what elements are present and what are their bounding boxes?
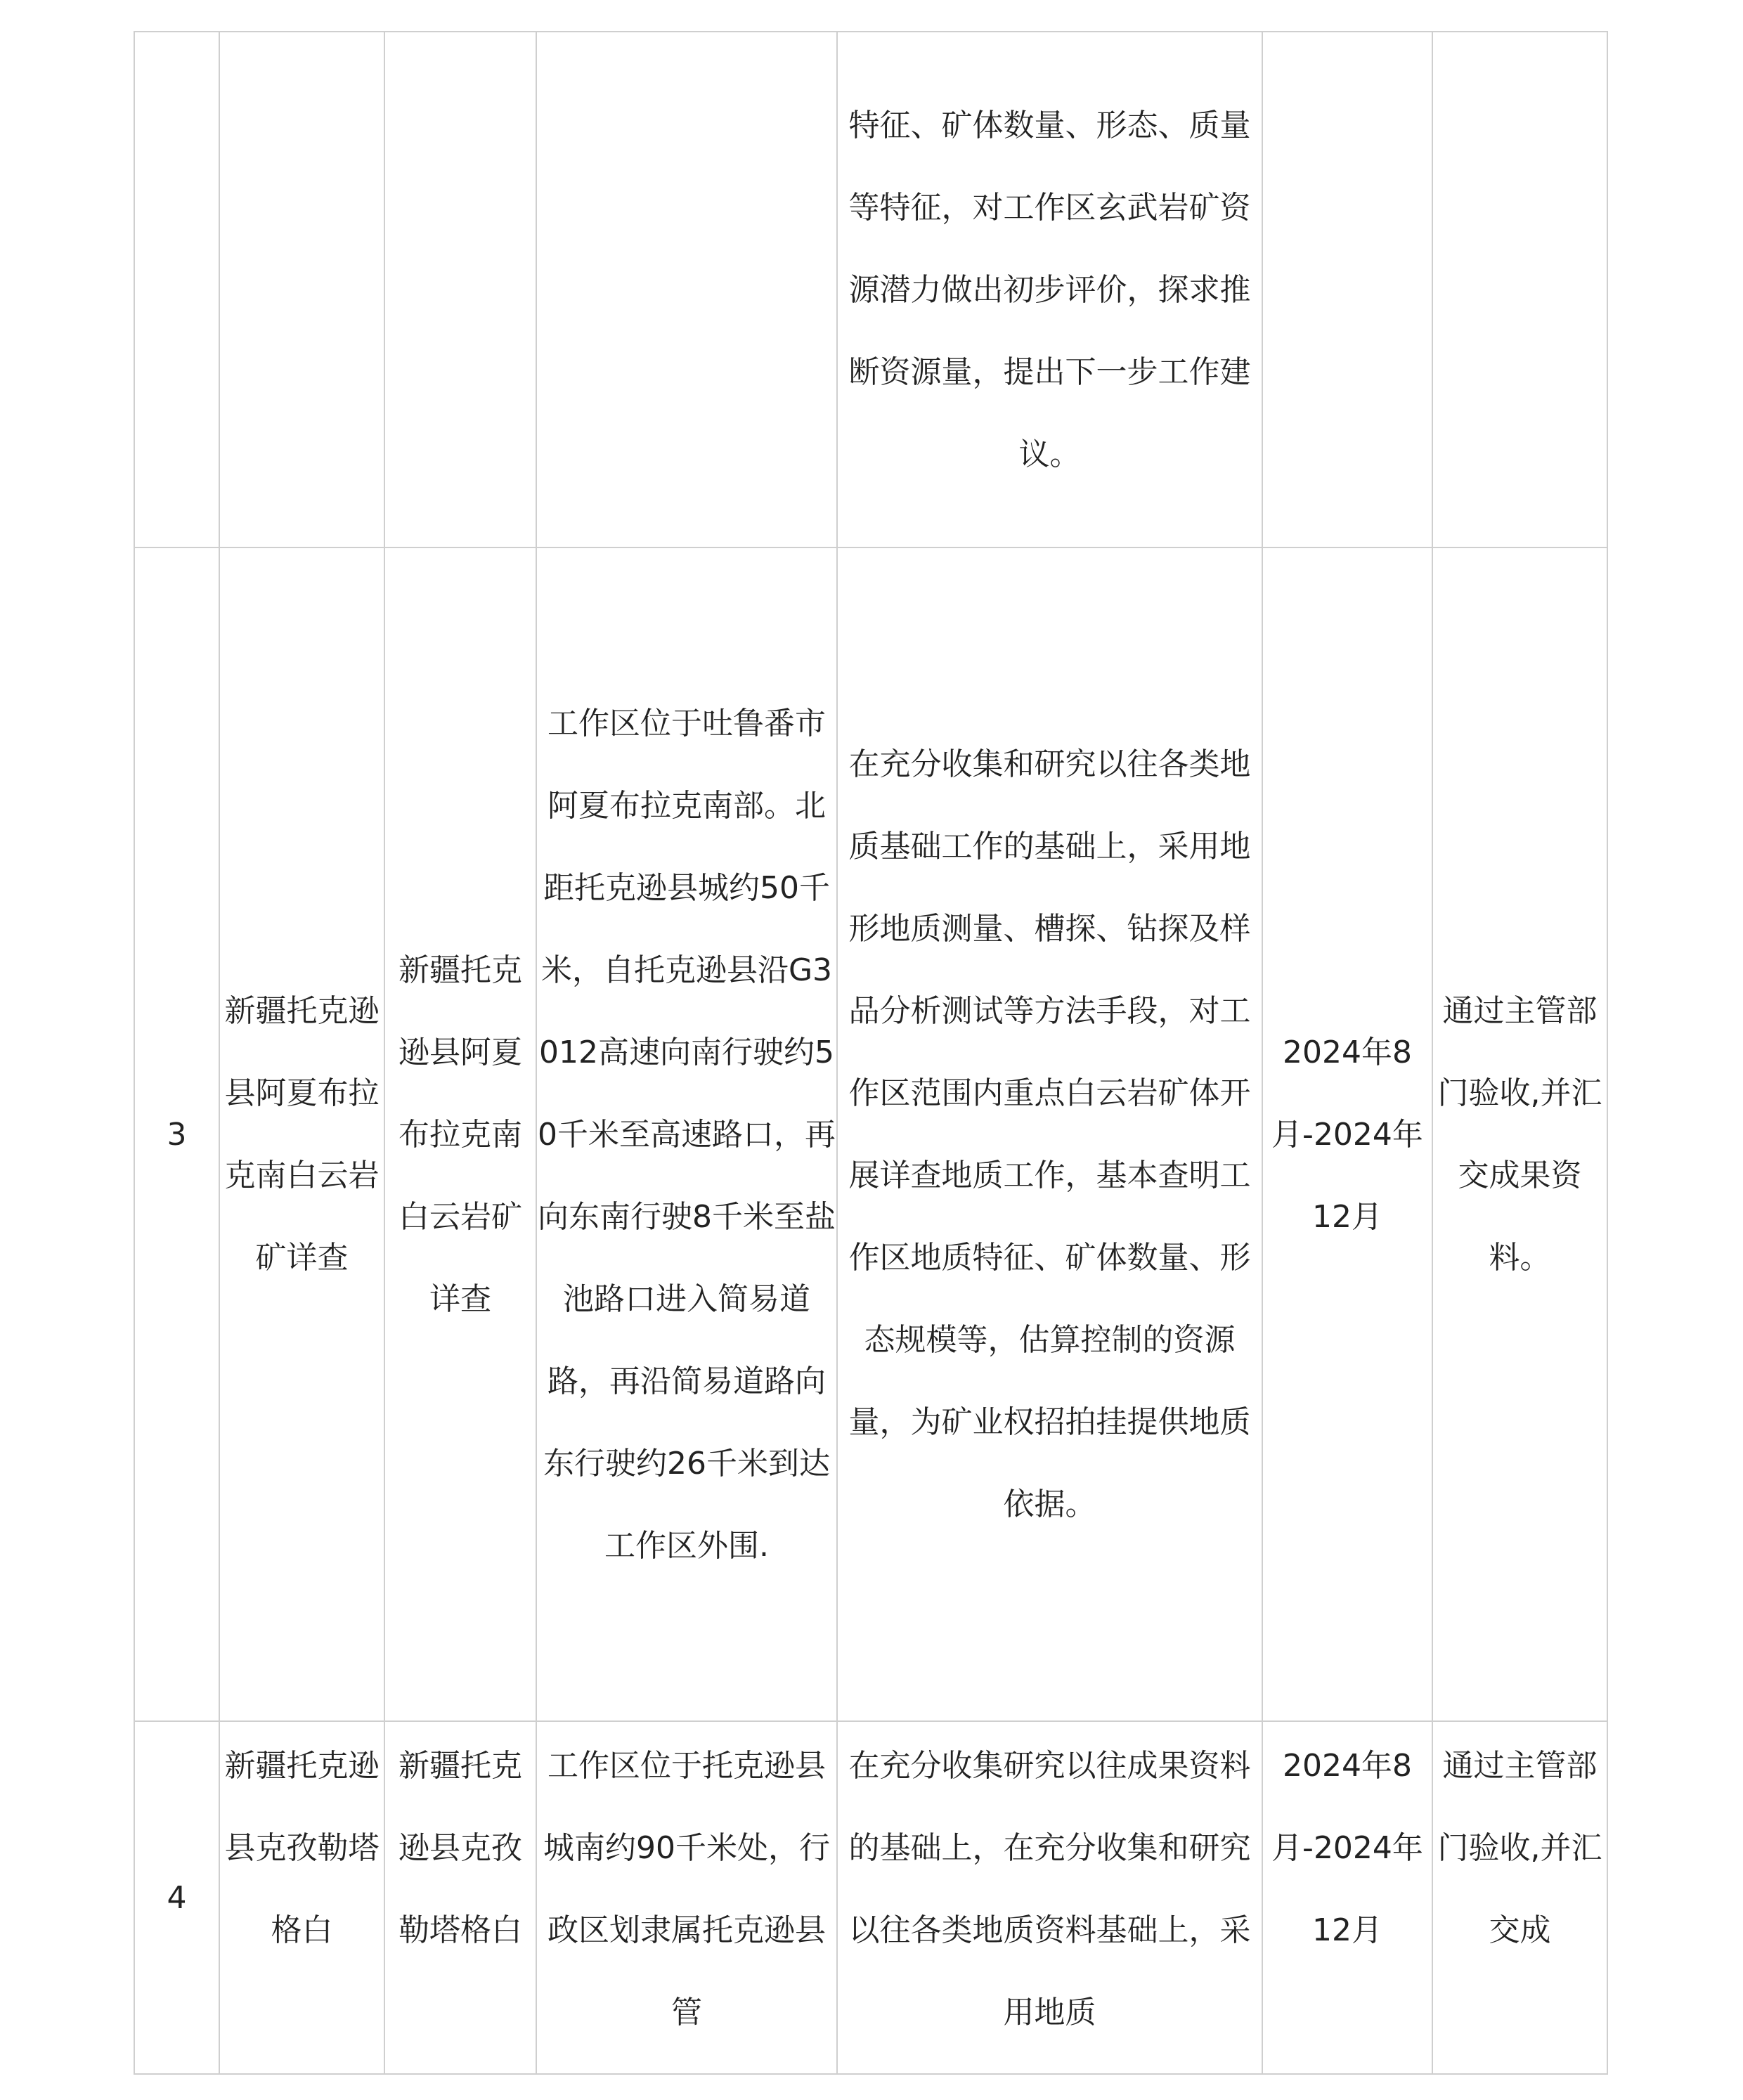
row-number: 4: [134, 1721, 219, 2074]
location-cell: 工作区位于吐鲁番市阿夏布拉克南部。北距托克逊县城约50千米，自托克逊县沿G3012高速向南行驶约50千米至高速路口，再向东南行驶8千米至盐池路口进入简易道路，再沿简易道路向东行驶约26千米到达工作区外围.: [536, 547, 837, 1721]
project-name-cell: [219, 32, 384, 547]
work-content-cell: 特征、矿体数量、形态、质量等特征，对工作区玄武岩矿资源潜力做出初步评价，探求推断资源量，提出下一步工作建议。: [837, 32, 1262, 547]
location-cell: [536, 32, 837, 547]
result-cell: 通过主管部门验收,并汇交成: [1432, 1721, 1607, 2074]
project-table: [134, 31, 1608, 2075]
result-cell: 通过主管部门验收,并汇交成果资料。: [1432, 547, 1607, 1721]
row-number: [134, 32, 219, 547]
project-title-cell: [384, 32, 536, 547]
period-cell: [1262, 32, 1432, 547]
location-cell: 工作区位于托克逊县城南约90千米处，行政区划隶属托克逊县管: [536, 1721, 837, 2074]
period-cell: 2024年8月-2024年12月: [1262, 1721, 1432, 2074]
table-row: [134, 32, 1607, 547]
project-title-cell: 新疆托克逊县克孜勒塔格白: [384, 1721, 536, 2074]
result-cell: [1432, 32, 1607, 547]
row-number: 3: [134, 547, 219, 1721]
project-name-cell: 新疆托克逊县克孜勒塔格白: [219, 1721, 384, 2074]
work-content-cell: 在充分收集研究以往成果资料的基础上，在充分收集和研究以往各类地质资料基础上，采用地质: [837, 1721, 1262, 2074]
work-content-cell: 在充分收集和研究以往各类地质基础工作的基础上，采用地形地质测量、槽探、钻探及样品分析测试等方法手段，对工作区范围内重点白云岩矿体开展详查地质工作，基本查明工作区地质特征、矿体数量、形态规模等，估算控制的资源量，为矿业权招拍挂提供地质依据。: [837, 547, 1262, 1721]
project-name-cell: 新疆托克逊县阿夏布拉克南白云岩矿详查: [219, 547, 384, 1721]
project-title-cell: 新疆托克逊县阿夏布拉克南白云岩矿详查: [384, 547, 536, 1721]
period-cell: 2024年8月-2024年12月: [1262, 547, 1432, 1721]
table-row: [134, 1721, 1607, 2074]
table-row: [134, 547, 1607, 1721]
